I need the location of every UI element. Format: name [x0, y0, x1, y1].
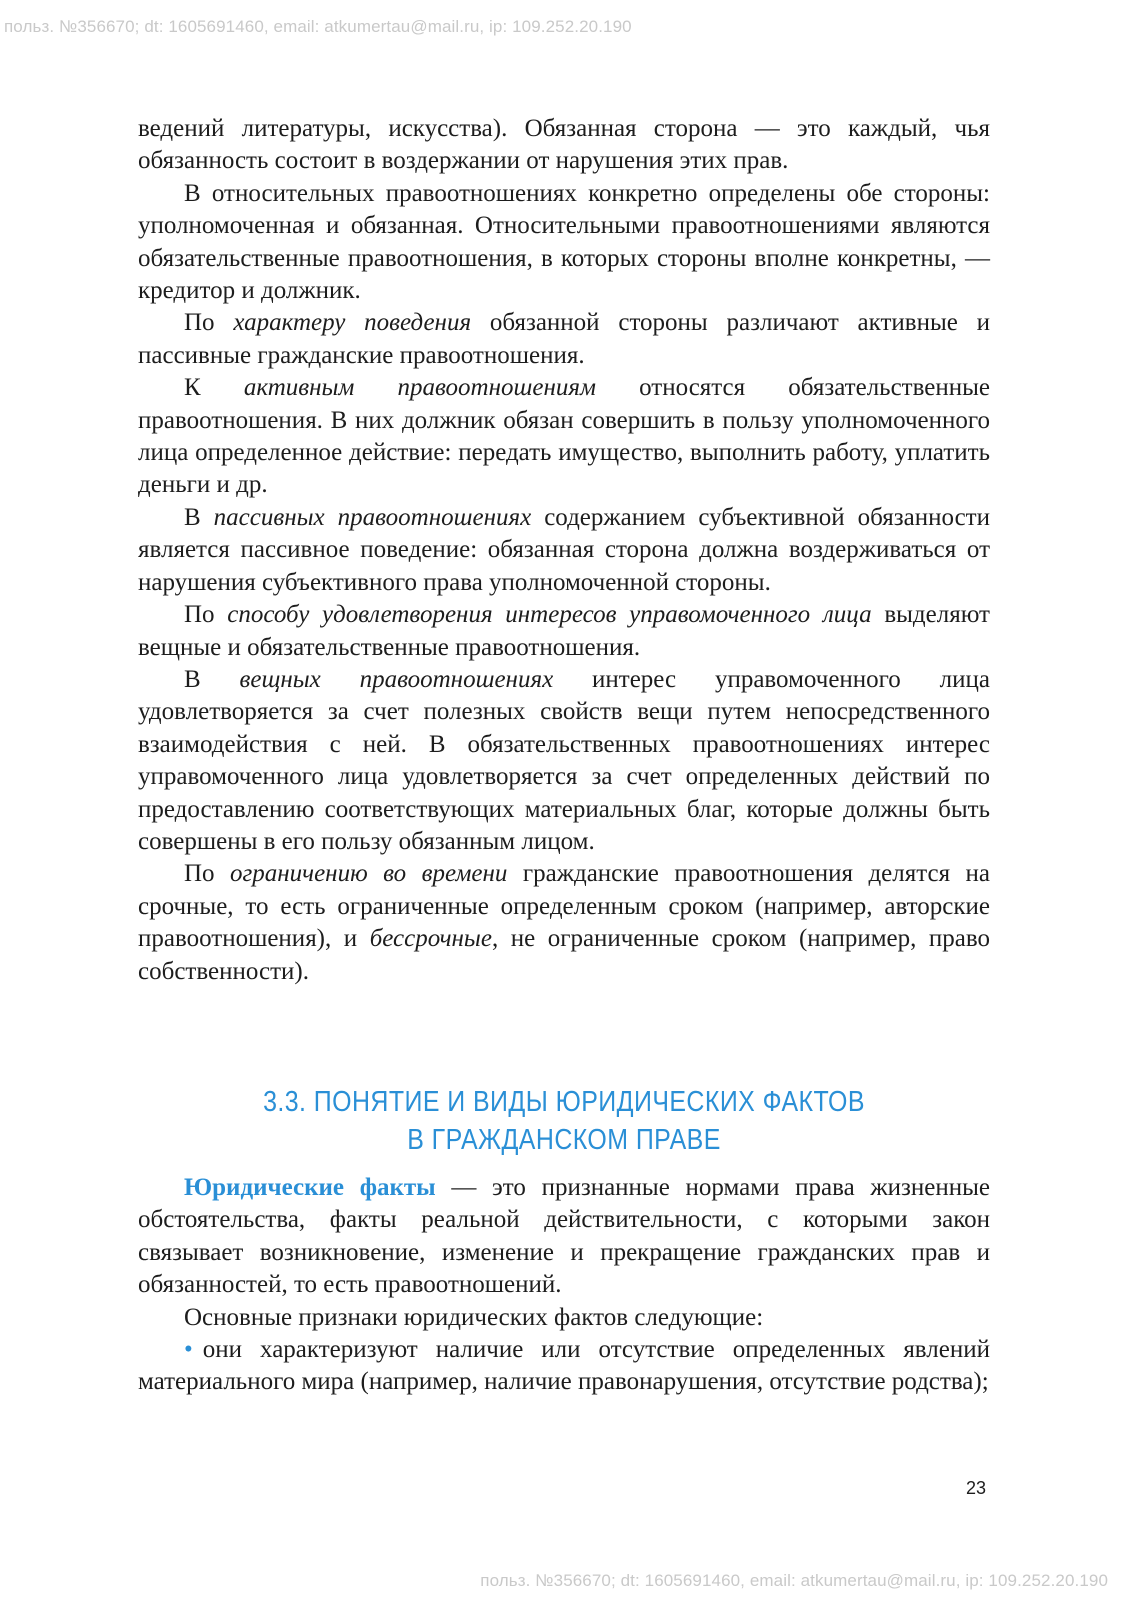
page-number: 23 — [966, 1478, 987, 1498]
definition-paragraph: Юридические факты — это признанные нормами права жизненные обстоятельства, факты реальной действительности, с которыми закон связывает возникновение, изменение и прекращение гражданских прав и обязанностей, то есть правоотношений. — [138, 1174, 991, 1299]
list-item: • они характеризуют наличие или отсутствие определенных явлений материального мира (например, наличие правонарушения, отсутствие родства); — [138, 1336, 990, 1396]
body-text — [138, 113, 990, 988]
term-real-relations: вещных правоотношениях — [239, 665, 554, 693]
paragraph-6: По способу удовлетворения интересов управомоченного лица выделяют вещные и обязательственные правоотношения. — [138, 601, 990, 661]
paragraph-7: В вещных правоотношениях интерес управомоченного лица удовлетворяется за счет полезных свойств вещи путем непосредственного взаимодействия с ней. В обязательственных правоотношениях интерес управомоченного лица удовлетворяется за счет определенных действий по предоставлению соответствующих материальных благ, которые должны быть совершены в его пользу обязанным лицом. — [138, 665, 990, 855]
watermark-bottom: польз. №356670; dt: 1605691460, email: atkumertau@mail.ru, ip: 109.252.20.190 — [480, 1571, 1108, 1590]
defined-term: Юридические факты — [184, 1174, 436, 1201]
paragraph-4: К активным правоотношениям относятся обязательственные правоотношения. В них должник обязан совершить в пользу уполномоченного лица определенное действие: передать имущество, выполнить работу, уплатить деньги и др. — [138, 374, 990, 499]
paragraph-2: В относительных правоотношениях конкретно определены обе стороны: уполномоченная и обязанная. Относительными правоотношениями являются обязательственные правоотношения, в которых стороны вполне конкретны, — кредитор и должник. — [138, 179, 990, 305]
paragraph-8: По ограничению во времени гражданские правоотношения делятся на срочные, то есть ограниченные определенным сроком (например, авторские правоотношения), и бессрочные, не ограниченные сроком (например, право собственности). — [138, 860, 991, 985]
term-perpetual: бессрочные — [369, 925, 492, 953]
term-time-limitation: ограничению во времени — [230, 860, 508, 888]
paragraph-5: В пассивных правоотношениях содержанием субъективной обязанности является пассивное поведение: обязанная сторона должна воздерживаться от нарушения субъективного права уполномоченной стороны. — [138, 503, 990, 596]
paragraph-3: По характеру поведения обязанной стороны различают активные и пассивные гражданские правоотношения. — [138, 309, 990, 369]
features-intro: Основные признаки юридических фактов следующие: — [184, 1303, 764, 1331]
section-heading — [198, 1083, 931, 1159]
term-passive-relations: пассивных правоотношениях — [213, 503, 532, 531]
paragraph-1: ведений литературы, искусства). Обязанная сторона — это каждый, чья обязанность состоит в воздержании от нарушения этих прав. — [138, 115, 990, 175]
section-text — [138, 1172, 990, 1399]
section-heading-line-1: 3.3. ПОНЯТИЕ И ВИДЫ ЮРИДИЧЕСКИХ ФАКТОВ — [263, 1086, 865, 1118]
term-active-relations: активным правоотношениям — [243, 374, 596, 402]
term-character-of-behavior: характеру поведения — [233, 309, 472, 337]
bullet-icon: • — [184, 1336, 193, 1364]
section-heading-line-2: В ГРАЖДАНСКОМ ПРАВЕ — [407, 1124, 721, 1156]
watermark-top: польз. №356670; dt: 1605691460, email: atkumertau@mail.ru, ip: 109.252.20.190 — [4, 17, 632, 36]
term-satisfaction-method: способу удовлетворения интересов управомоченного лица — [227, 601, 872, 629]
